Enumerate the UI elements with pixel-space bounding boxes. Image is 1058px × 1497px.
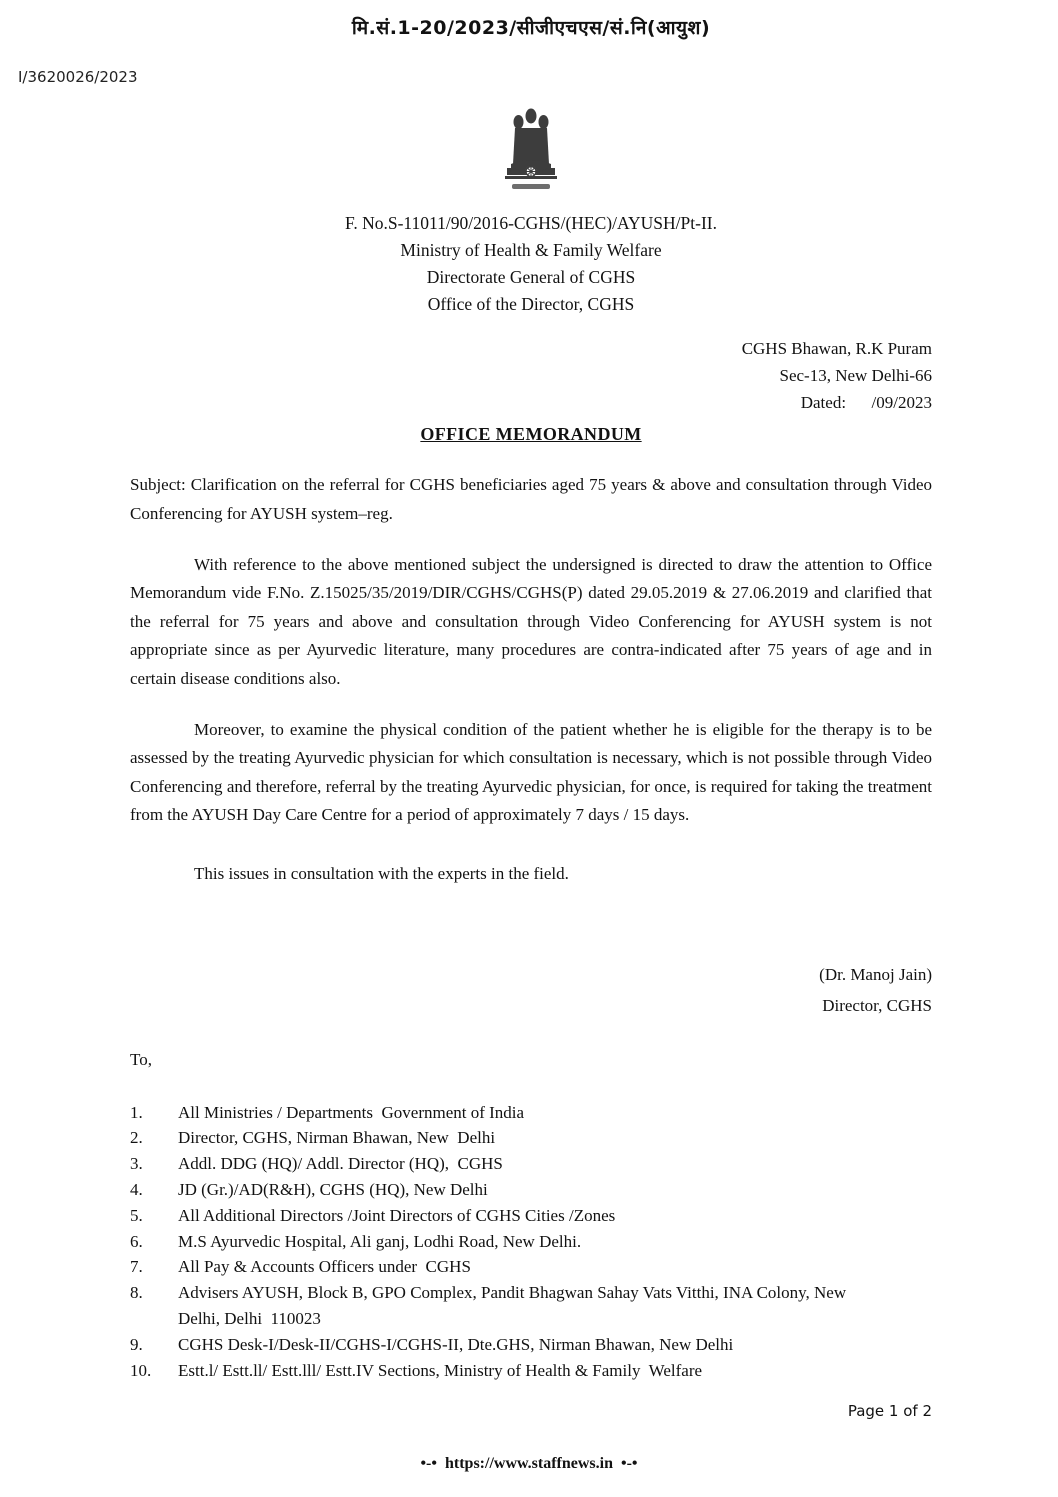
list-item-number: 10. — [130, 1360, 152, 1380]
list-item — [130, 1332, 932, 1358]
list-item-text: JD (Gr.)/AD(R&H), CGHS (HQ), New Delhi — [178, 1179, 488, 1199]
ashoka-emblem-icon — [502, 106, 560, 196]
list-item-text: All Pay & Accounts Officers under CGHS — [178, 1257, 471, 1277]
letterhead-office: Office of the Director, CGHS — [427, 294, 635, 315]
signatory-name: (Dr. Manoj Jain) — [819, 965, 932, 985]
body-paragraph-3: This issues in consultation with the experts in the field. — [194, 863, 569, 883]
list-item-text: Advisers AYUSH, Block B, GPO Complex, Pandit Bhagwan Sahay Vats Vitthi, INA Colony, New — [178, 1283, 847, 1303]
emblem-container — [130, 106, 932, 198]
footer-watermark — [0, 1455, 1058, 1473]
list-item — [130, 1254, 932, 1280]
footer-right-mark: •-• — [621, 1455, 638, 1472]
memo-title: OFFICE MEMORANDUM — [420, 424, 642, 445]
list-item-number: 7. — [130, 1257, 143, 1277]
list-item-number: 9. — [130, 1334, 143, 1354]
footer-left-mark: •-• — [420, 1455, 437, 1472]
to-label: To, — [130, 1049, 152, 1069]
signature-block — [130, 960, 932, 1021]
list-item-number: 8. — [130, 1283, 143, 1303]
list-item-number: 4. — [130, 1179, 143, 1199]
letterhead — [130, 210, 932, 319]
list-item — [130, 1177, 932, 1203]
letterhead-ministry: Ministry of Health & Family Welfare — [400, 240, 662, 261]
list-item — [130, 1229, 932, 1255]
list-item — [130, 1100, 932, 1126]
list-item-number: 3. — [130, 1154, 143, 1174]
list-item-text: CGHS Desk-I/Desk-II/CGHS-I/CGHS-II, Dte.GHS, Nirman Bhawan, New Delhi — [178, 1334, 734, 1354]
list-item — [130, 1125, 932, 1151]
list-item-continuation: Delhi, Delhi 110023 — [178, 1309, 321, 1329]
list-item-number: 1. — [130, 1102, 143, 1122]
list-item-text: All Additional Directors /Joint Directors of CGHS Cities /Zones — [178, 1205, 616, 1225]
list-item — [130, 1203, 932, 1229]
list-item — [130, 1151, 932, 1177]
address-line-1: CGHS Bhawan, R.K Puram — [741, 338, 932, 358]
footer-url: https://www.staffnews.in — [444, 1455, 613, 1472]
recipient-list — [130, 1100, 932, 1384]
address-block — [130, 335, 932, 417]
address-line-2: Sec-13, New Delhi-66 — [779, 365, 932, 385]
list-item-number: 2. — [130, 1128, 143, 1148]
list-item — [130, 1280, 932, 1306]
letterhead-directorate: Directorate General of CGHS — [426, 267, 636, 288]
list-item-text: M.S Ayurvedic Hospital, Ali ganj, Lodhi Road, New Delhi. — [178, 1231, 582, 1251]
list-item — [130, 1358, 932, 1384]
hindi-reference-header: मि.सं.1-20/2023/सीजीएचएस/सं.नि(आयुश) — [351, 17, 711, 39]
list-item-text: Estt.l/ Estt.ll/ Estt.lll/ Estt.IV Sections, Ministry of Health & Family Welfare — [178, 1360, 703, 1380]
page-number: Page 1 of 2 — [847, 1401, 932, 1420]
letterhead-file-no: F. No.S-11011/90/2016-CGHS/(HEC)/AYUSH/Pt-II. — [345, 213, 717, 233]
dated-line: Dated: /09/2023 — [800, 392, 932, 412]
list-item-number: 5. — [130, 1205, 143, 1225]
list-item-number: 6. — [130, 1231, 143, 1251]
list-item-text: Director, CGHS, Nirman Bhawan, New Delhi — [178, 1128, 496, 1148]
body-paragraph-2: Moreover, to examine the physical condition of the patient whether he is eligible for the therapy is to be assessed by the treating Ayurvedic physician for which consultation is necessary, which is not possible through Video Conferencing and therefore, referral by the treating Ayurvedic physician, for once, is required for taking the treatment from the AYUSH Day Care Centre for a period of approximately 7 days / 15 days. — [130, 719, 932, 825]
signatory-designation: Director, CGHS — [822, 995, 932, 1015]
list-item-text: All Ministries / Departments Government of India — [178, 1102, 525, 1122]
efile-reference: I/3620026/2023 — [18, 68, 138, 86]
body-paragraph-1: With reference to the above mentioned subject the undersigned is directed to draw the attention to Office Memorandum vide F.No. Z.15025/35/2019/DIR/CGHS/CGHS(P) dated 29.05.2019 & 27.06.2019 and clarified that the referral for 75 years and above and consultation through Video Conferencing for AYUSH system is not appropriate since as per Ayurvedic literature, many procedures are contra-indicated after 75 years of age and in certain disease conditions also. — [130, 554, 932, 689]
list-item-text: Addl. DDG (HQ)/ Addl. Director (HQ), CGHS — [178, 1154, 503, 1174]
subject-line: Subject: Clarification on the referral for CGHS beneficiaries aged 75 years & above and consultation through Video Conferencing for AYUSH system–reg. — [130, 475, 932, 523]
